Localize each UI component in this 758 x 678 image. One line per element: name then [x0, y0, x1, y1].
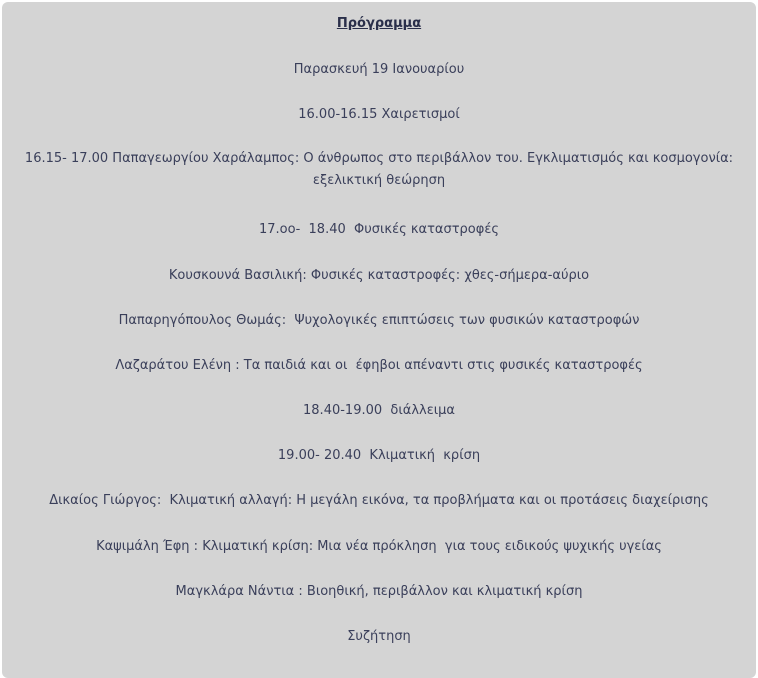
program-item-talk-lazaratou: Λαζαράτου Ελένη : Τα παιδιά και οι έφηβοι απέναντι στις φυσικές καταστροφές — [115, 358, 643, 373]
program-panel — [2, 2, 756, 678]
program-item-talk-kouskouna: Κουσκουνά Βασιλική: Φυσικές καταστροφές: χθες-σήμερα-αύριο — [168, 268, 590, 283]
program-item-talk-kapsimali: Καψιμάλη Έφη : Κλιματική κρίση: Μια νέα πρόκληση για τους ειδικούς ψυχικής υγείας — [96, 539, 662, 554]
program-date: Παρασκευή 19 Ιανουαρίου — [293, 62, 465, 77]
program-session-climate-crisis: 19.00- 20.40 Κλιματική κρίση — [277, 448, 481, 463]
program-item-discussion: Συζήτηση — [347, 629, 411, 644]
program-title: Πρόγραμμα — [336, 16, 422, 31]
program-item-break: 18.40-19.00 διάλλειμα — [303, 403, 455, 418]
program-session-natural-disasters: 17.οο- 18.40 Φυσικές καταστροφές — [259, 222, 499, 237]
program-item-talk-magklara: Μαγκλάρα Νάντια : Βιοηθική, περιβάλλον και κλιματική κρίση — [175, 584, 583, 599]
program-item-talk-dikaios: Δικαίος Γιώργος: Κλιματική αλλαγή: Η μεγάλη εικόνα, τα προβλήματα και οι προτάσεις διαχείρισης — [49, 493, 709, 508]
program-item-welcome: 16.00-16.15 Χαιρετισμοί — [298, 107, 460, 122]
program-item-talk-paparigopoulos: Παπαρηγόπουλος Θωμάς: Ψυχολογικές επιπτώσεις των φυσικών καταστροφών — [118, 313, 640, 328]
program-item-talk-papageorgiou: 16.15- 17.00 Παπαγεωργίου Χαράλαμπος: Ο άνθρωπος στο περιβάλλον του. Εγκλιματισμός και κοσμογονία: εξελικτική θεώρηση — [24, 151, 734, 188]
